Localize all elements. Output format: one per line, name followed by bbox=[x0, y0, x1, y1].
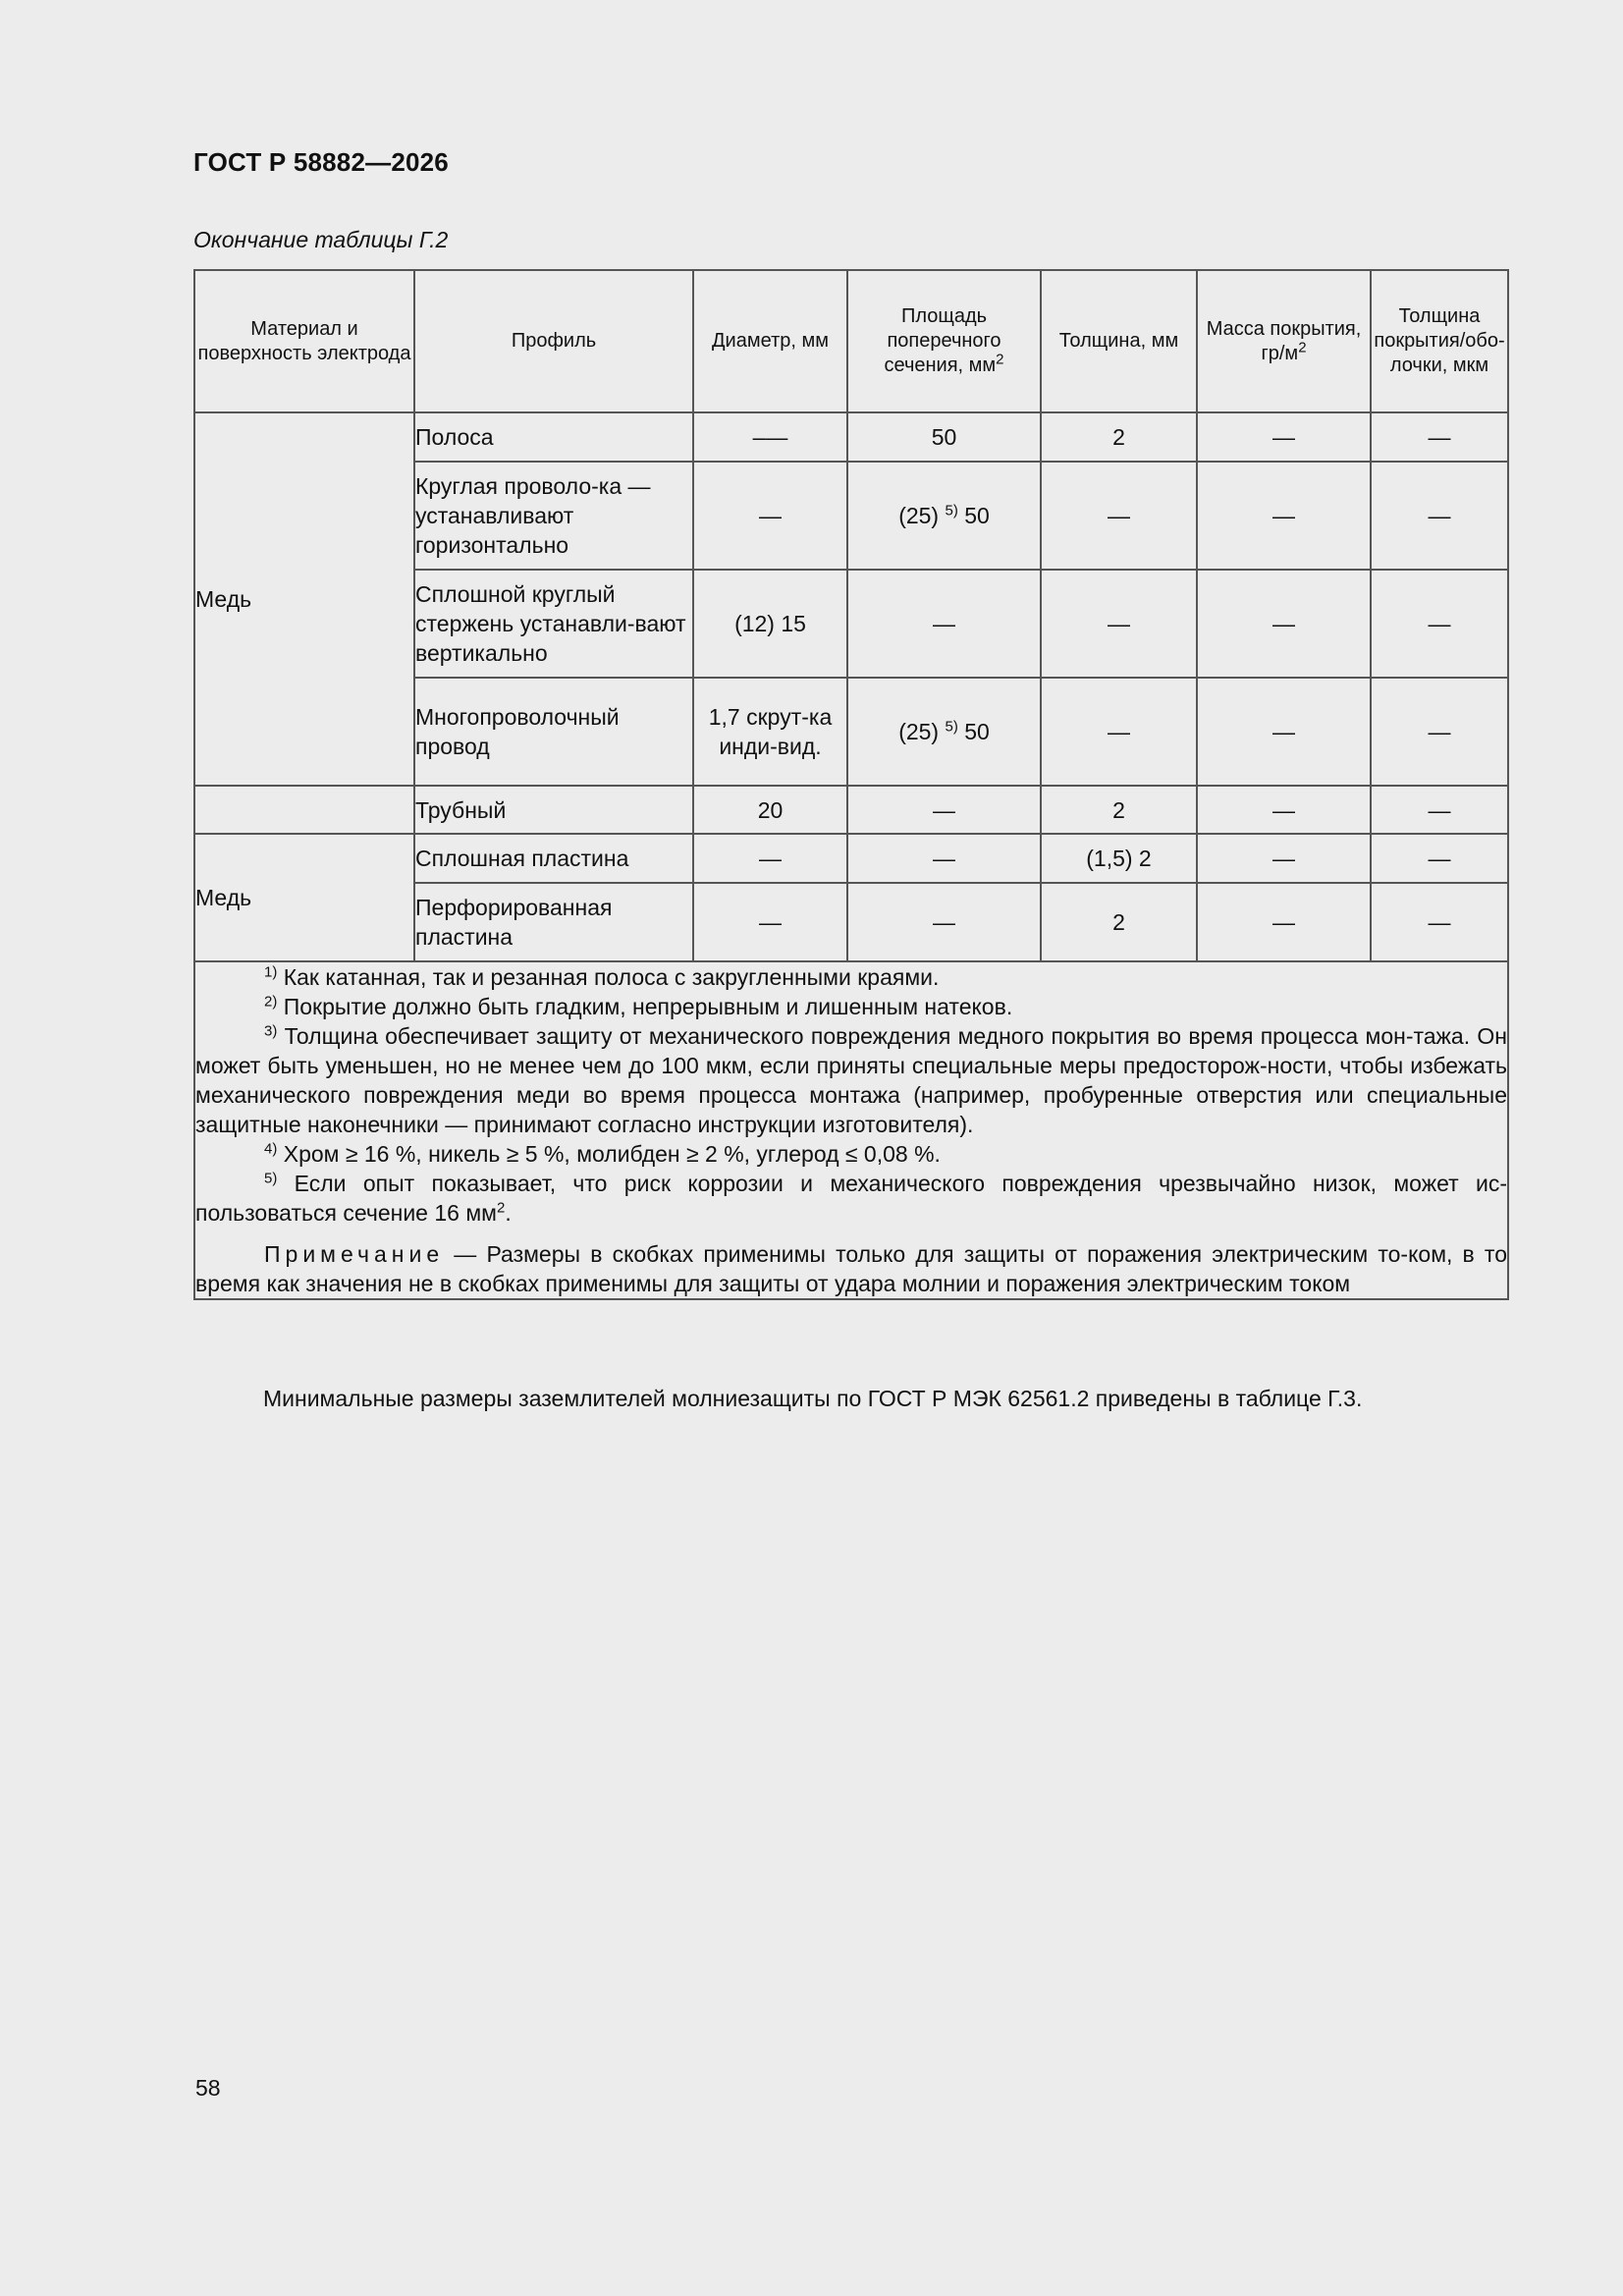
footnote-5: $^{5)}$ Если опыт показывает, что риск коррозии и механического повреждения чрезвычайно низок, может ис-пользоваться сечение 16 $мм^2$. bbox=[195, 1170, 1507, 1226]
table-caption: Окончание таблицы Г.2 bbox=[193, 227, 449, 252]
header-material: Материал и поверхность электрода bbox=[194, 270, 414, 412]
profile-cell: Трубный bbox=[414, 786, 693, 834]
note-label: Примечание bbox=[264, 1241, 445, 1267]
thickness-cell: (1,5) 2 bbox=[1041, 834, 1197, 883]
header-coating: Толщина покрытия/обо-лочки, мкм bbox=[1371, 270, 1508, 412]
profile-cell: Многопроволочный провод bbox=[414, 678, 693, 786]
thickness-cell: 2 bbox=[1041, 786, 1197, 834]
diameter-cell: 1,7 скрут-ка инди-вид. bbox=[693, 678, 847, 786]
header-area: Площадь поперечного сечения, $мм^2$ bbox=[847, 270, 1041, 412]
footnote-3: $^{3)}$ Толщина обеспечивает защиту от механического повреждения медного покрытия во время процесса мон-тажа. Он может быть уменьшен, но не менее чем до 100 мкм, если приняты специальные меры предосторож-ности, чтобы избежать механического повреждения меди во время процесса монтажа (например, пробуренные отверстия или специальные защитные наконечники — принимают согласно инструкции изготовителя). bbox=[195, 1022, 1507, 1137]
table-row bbox=[194, 786, 1508, 834]
area-cell: (25) $^{5)}$ 50 bbox=[847, 462, 1041, 570]
profile-cell: Круглая проволо-ка — устанавливают горизонтально bbox=[414, 462, 693, 570]
header-mass: Масса покрытия, $гр/м^2$ bbox=[1197, 270, 1371, 412]
document-id: ГОСТ Р 58882—2026 bbox=[193, 147, 449, 177]
area-cell: (25) $^{5)}$ 50 bbox=[847, 678, 1041, 786]
mass-cell: — bbox=[1197, 883, 1371, 961]
coating-cell: — bbox=[1371, 462, 1508, 570]
table-header-row bbox=[194, 270, 1508, 412]
footnotes-row bbox=[194, 961, 1508, 1299]
coating-cell: — bbox=[1371, 570, 1508, 678]
area-cell: — bbox=[847, 786, 1041, 834]
diameter-cell: — bbox=[693, 462, 847, 570]
area-cell: — bbox=[847, 834, 1041, 883]
material-cell: Медь bbox=[194, 412, 414, 786]
thickness-cell: — bbox=[1041, 678, 1197, 786]
footnote-4: $^{4)}$ Хром ≥ 16 %, никель ≥ 5 %, молибден ≥ 2 %, углерод ≤ 0,08 %. bbox=[264, 1140, 941, 1167]
mass-cell: — bbox=[1197, 786, 1371, 834]
header-diameter: Диаметр, мм bbox=[693, 270, 847, 412]
coating-cell: — bbox=[1371, 883, 1508, 961]
note-text: — Размеры в скобках применимы только для защиты от поражения электрическим то-ком, в то время как значения не в скобках применимы для защиты от удара молнии и поражения электрическим током bbox=[195, 1241, 1507, 1296]
header-mass-sup: 2 bbox=[1298, 338, 1307, 355]
page-number: 58 bbox=[195, 2075, 221, 2101]
thickness-cell: — bbox=[1041, 570, 1197, 678]
coating-cell: — bbox=[1371, 412, 1508, 462]
after-table-paragraph: Минимальные размеры заземлителей молниезащиты по ГОСТ Р МЭК 62561.2 приведены в таблице Г.3. bbox=[263, 1386, 1363, 1411]
diameter-cell: 20 bbox=[693, 786, 847, 834]
table-row bbox=[194, 834, 1508, 883]
diameter-cell: (12) 15 bbox=[693, 570, 847, 678]
thickness-cell: 2 bbox=[1041, 412, 1197, 462]
diameter-cell: — bbox=[693, 883, 847, 961]
coating-cell: — bbox=[1371, 834, 1508, 883]
footnotes-cell bbox=[194, 961, 1508, 1299]
thickness-cell: 2 bbox=[1041, 883, 1197, 961]
footnote-1: $^{1)}$ Как катанная, так и резанная полоса с закругленными краями. bbox=[264, 963, 940, 990]
area-cell: — bbox=[847, 570, 1041, 678]
table-row bbox=[194, 412, 1508, 462]
table-note bbox=[195, 1239, 1507, 1298]
header-thickness: Толщина, мм bbox=[1041, 270, 1197, 412]
diameter-cell: — bbox=[693, 834, 847, 883]
mass-cell: — bbox=[1197, 678, 1371, 786]
profile-cell: Сплошной круглый стержень устанавли-вают вертикально bbox=[414, 570, 693, 678]
mass-cell: — bbox=[1197, 834, 1371, 883]
coating-cell: — bbox=[1371, 786, 1508, 834]
mass-cell: — bbox=[1197, 570, 1371, 678]
header-area-sup: 2 bbox=[996, 351, 1004, 368]
mass-cell: — bbox=[1197, 412, 1371, 462]
profile-cell: Полоса bbox=[414, 412, 693, 462]
material-cell: Медь bbox=[194, 834, 414, 961]
thickness-cell: — bbox=[1041, 462, 1197, 570]
electrode-table bbox=[193, 269, 1509, 1300]
area-cell: 50 bbox=[847, 412, 1041, 462]
area-cell: — bbox=[847, 883, 1041, 961]
mass-cell: — bbox=[1197, 462, 1371, 570]
coating-cell: — bbox=[1371, 678, 1508, 786]
profile-cell: Сплошная пластина bbox=[414, 834, 693, 883]
profile-cell: Перфорированная пластина bbox=[414, 883, 693, 961]
material-cell-empty bbox=[194, 786, 414, 834]
header-profile: Профиль bbox=[414, 270, 693, 412]
diameter-cell: –— bbox=[693, 412, 847, 462]
footnote-2: $^{2)}$ Покрытие должно быть гладким, непрерывным и лишенным натеков. bbox=[264, 993, 1013, 1019]
